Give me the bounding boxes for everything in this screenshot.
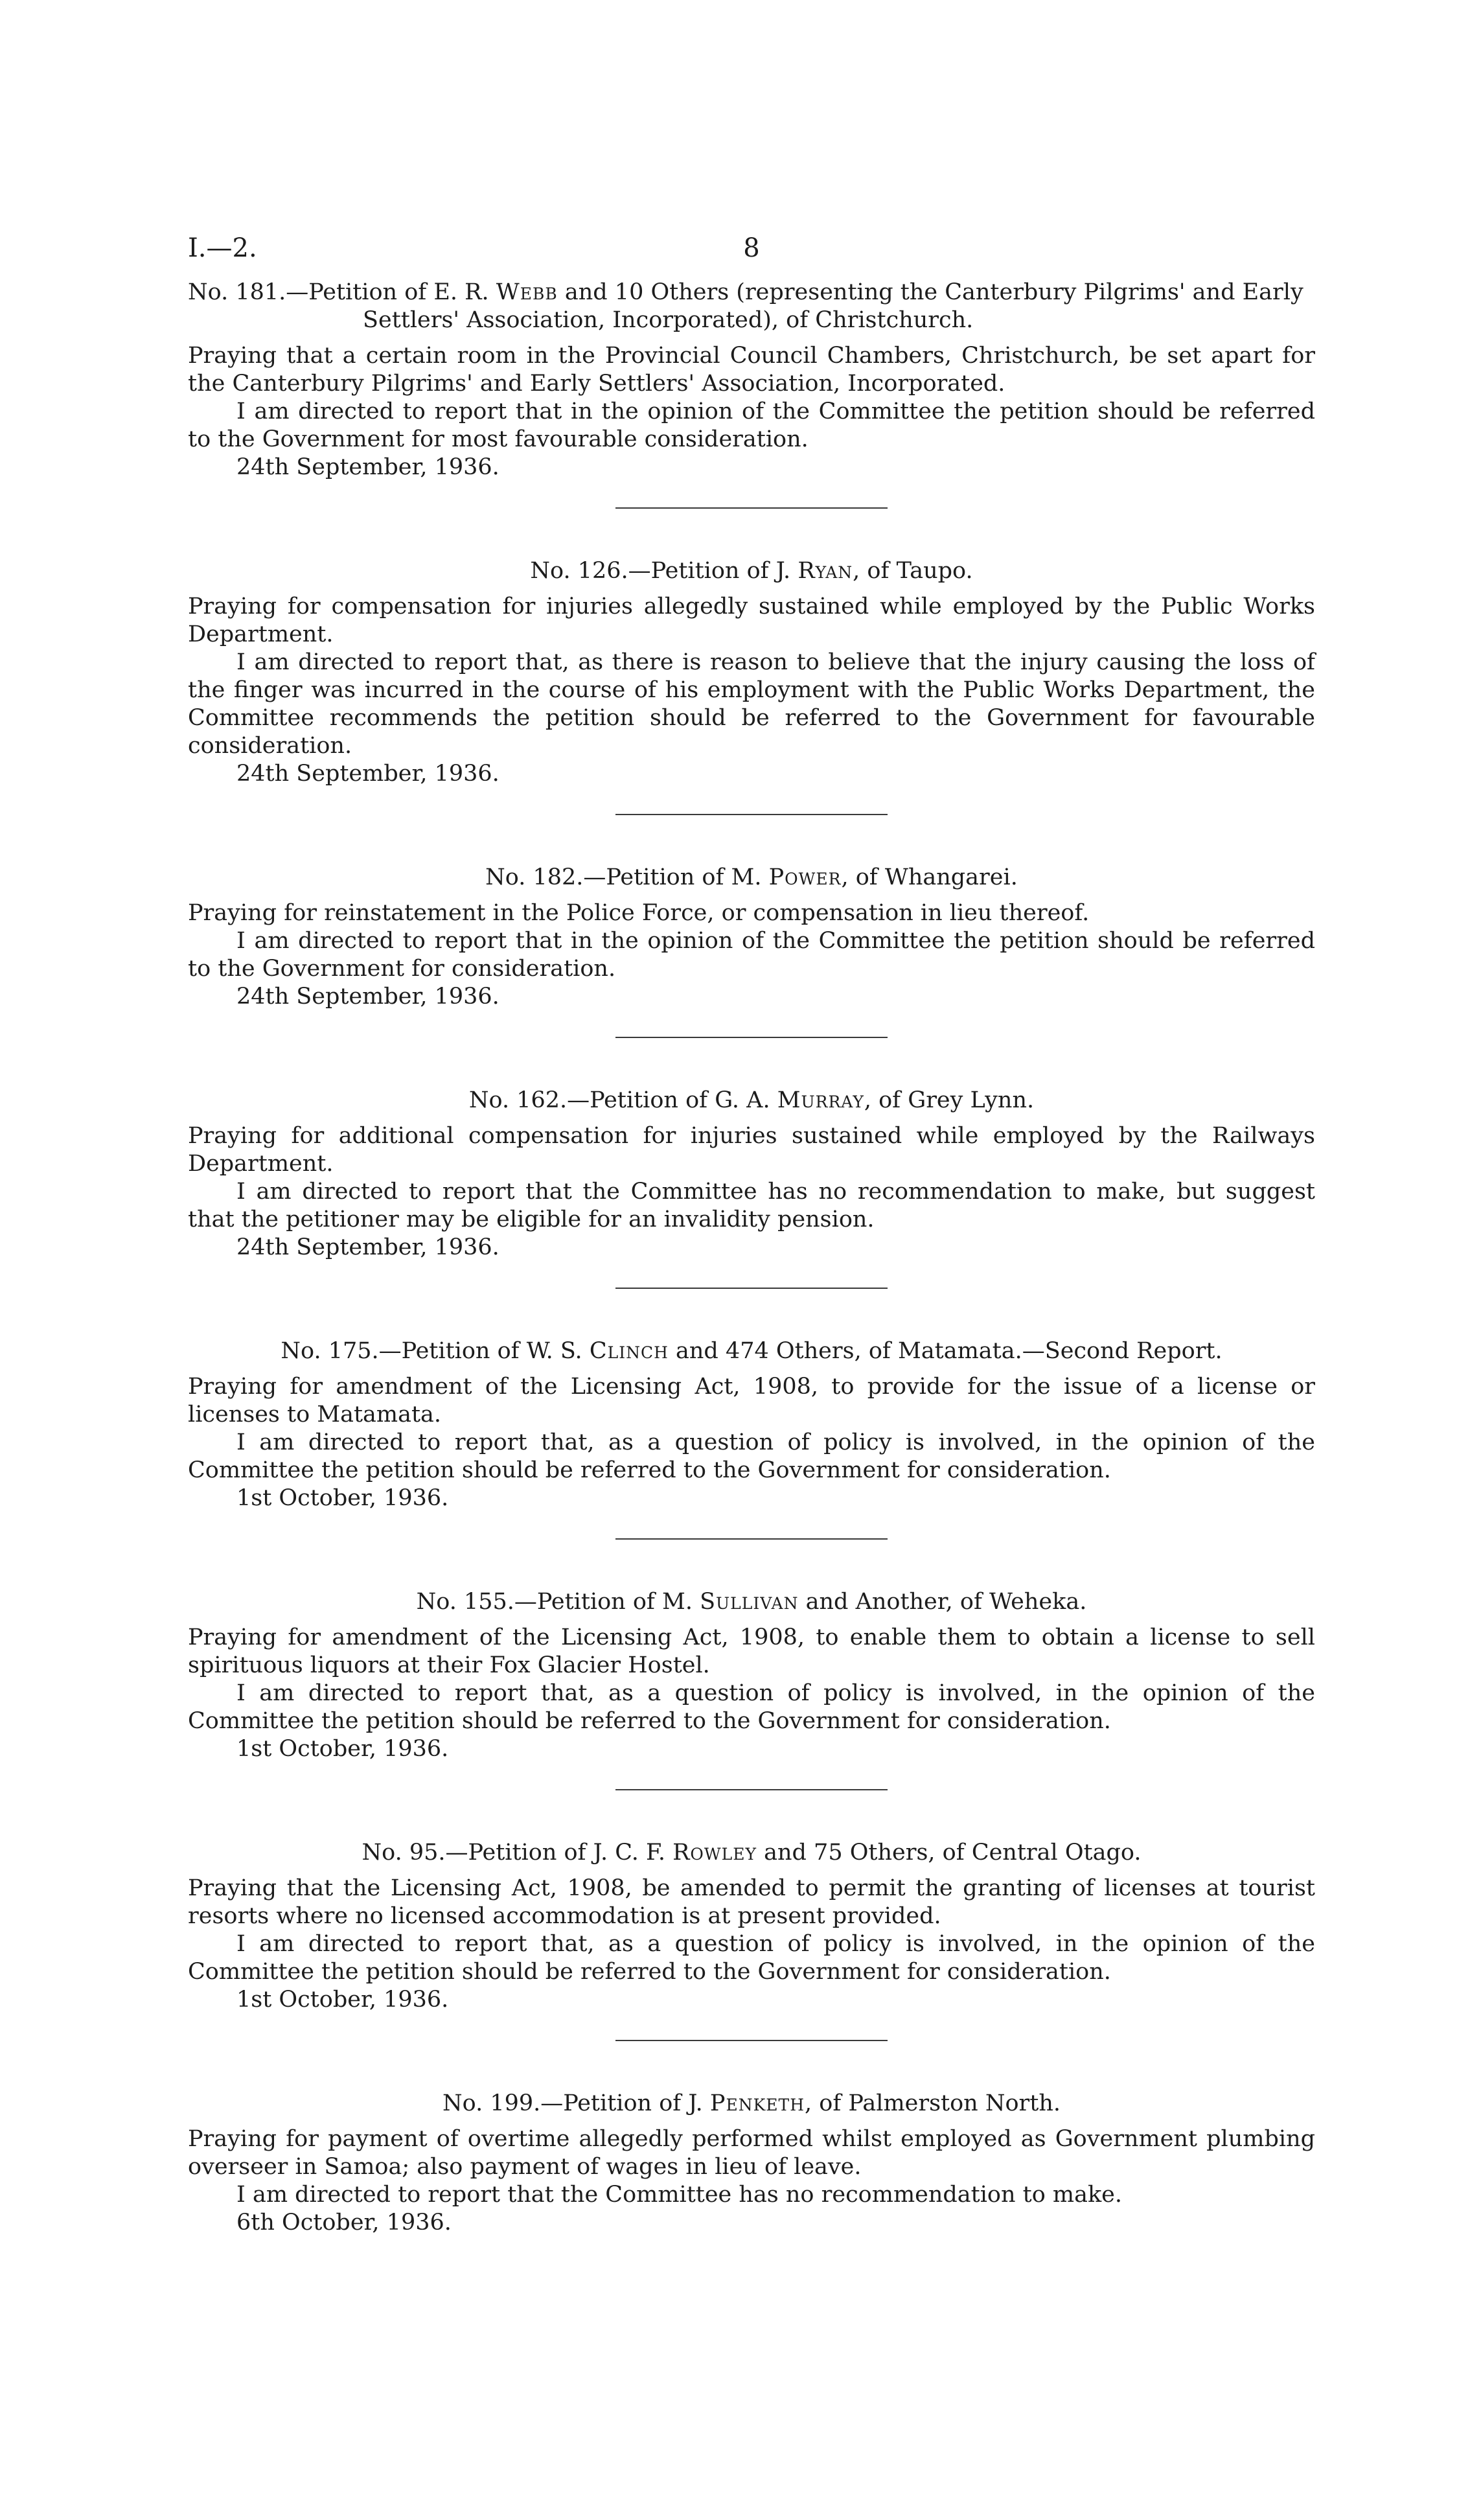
report-date: 24th September, 1936. xyxy=(236,761,499,787)
report-paragraph: I am directed to report that, as a question of policy is involved, in the opinion of the Committee the petition should be referred to the Government for consideration. xyxy=(188,1931,1315,1985)
report-date: 24th September, 1936. xyxy=(236,1234,499,1260)
page-number: 8 xyxy=(743,233,760,263)
document-reference: I.—2. xyxy=(188,233,257,263)
report-date: 1st October, 1936. xyxy=(236,1485,449,1511)
petition-title: No. 182.—Petition of M. Power, of Whangarei. xyxy=(485,864,1018,890)
section-divider xyxy=(615,507,888,509)
section-divider xyxy=(615,814,888,815)
report-date: 6th October, 1936. xyxy=(236,2210,452,2236)
petition-199 xyxy=(188,2090,1315,2237)
prayer-paragraph: Praying for additional compensation for injuries sustained while employed by the Railways Department. xyxy=(188,1123,1315,1177)
petition-title: No. 175.—Petition of W. S. Clinch and 474 Others, of Matamata.—Second Report. xyxy=(281,1338,1223,1364)
document-page xyxy=(188,233,1315,2237)
report-date: 1st October, 1936. xyxy=(236,1987,449,2013)
petition-126 xyxy=(188,557,1315,815)
petitioner-name: Rowley xyxy=(672,1840,757,1866)
petition-182 xyxy=(188,864,1315,1038)
petition-175 xyxy=(188,1337,1315,1540)
report-paragraph: I am directed to report that in the opinion of the Committee the petition should be referred to the Government for consideration. xyxy=(188,928,1315,982)
petition-162 xyxy=(188,1087,1315,1289)
petition-155 xyxy=(188,1588,1315,1790)
section-divider xyxy=(615,1789,888,1790)
prayer-paragraph: Praying for payment of overtime allegedly performed whilst employed as Government plumbing overseer in Samoa; also payment of wages in lieu of leave. xyxy=(188,2126,1315,2180)
prayer-paragraph: Praying that a certain room in the Provincial Council Chambers, Christchurch, be set apart for the Canterbury Pilgrims' and Early Settlers' Association, Incorporated. xyxy=(188,343,1315,397)
petitioner-name: Webb xyxy=(496,279,558,305)
petition-title: No. 126.—Petition of J. Ryan, of Taupo. xyxy=(530,558,973,584)
petitioner-name: Power xyxy=(768,864,842,890)
page-header xyxy=(188,233,1315,279)
report-paragraph: I am directed to report that the Committee has no recommendation to make, but suggest that the petitioner may be eligible for an invalidity pension. xyxy=(188,1179,1315,1232)
prayer-paragraph: Praying for compensation for injuries allegedly sustained while employed by the Public Works Department. xyxy=(188,594,1315,647)
section-divider xyxy=(615,1538,888,1540)
report-paragraph: I am directed to report that, as there is reason to believe that the injury causing the loss of the finger was incurred in the course of his employment with the Public Works Department, the Committee recommends the petition should be referred to the Government for favourable consideration. xyxy=(188,649,1315,759)
prayer-paragraph: Praying that the Licensing Act, 1908, be amended to permit the granting of licenses at tourist resorts where no licensed accommodation is at present provided. xyxy=(188,1875,1315,1929)
prayer-paragraph: Praying for amendment of the Licensing Act, 1908, to provide for the issue of a license or licenses to Matamata. xyxy=(188,1374,1315,1428)
section-divider xyxy=(615,1037,888,1038)
prayer-paragraph: Praying for reinstatement in the Police Force, or compensation in lieu thereof. xyxy=(188,900,1090,926)
section-divider xyxy=(615,1288,888,1289)
petitioner-name: Murray xyxy=(777,1087,864,1113)
petitioner-name: Penketh xyxy=(709,2090,805,2116)
petition-title: No. 155.—Petition of M. Sullivan and Another, of Weheka. xyxy=(416,1589,1087,1615)
report-paragraph: I am directed to report that, as a question of policy is involved, in the opinion of the Committee the petition should be referred to the Government for consideration. xyxy=(188,1680,1315,1734)
petitioner-name: Sullivan xyxy=(700,1589,799,1615)
report-date: 24th September, 1936. xyxy=(236,984,499,1010)
petitioner-name: Ryan xyxy=(798,558,853,584)
petition-title: No. 199.—Petition of J. Penketh, of Palmerston North. xyxy=(442,2090,1061,2116)
prayer-paragraph: Praying for amendment of the Licensing Act, 1908, to enable them to obtain a license to sell spirituous liquors at their Fox Glacier Hostel. xyxy=(188,1624,1315,1678)
report-paragraph: I am directed to report that the Committee has no recommendation to make. xyxy=(236,2182,1123,2208)
petition-title: No. 162.—Petition of G. A. Murray, of Grey Lynn. xyxy=(468,1087,1035,1113)
report-paragraph: I am directed to report that in the opinion of the Committee the petition should be referred to the Government for most favourable consideration. xyxy=(188,399,1315,452)
report-paragraph: I am directed to report that, as a question of policy is involved, in the opinion of the Committee the petition should be referred to the Government for consideration. xyxy=(188,1429,1315,1483)
petition-title: No. 95.—Petition of J. C. F. Rowley and 75 Others, of Central Otago. xyxy=(362,1840,1142,1866)
petitioner-name: Clinch xyxy=(589,1338,669,1364)
petition-95 xyxy=(188,1839,1315,2041)
petition-181 xyxy=(188,279,1315,509)
report-date: 24th September, 1936. xyxy=(236,454,499,480)
section-divider xyxy=(615,2040,888,2041)
petition-title: No. 181.—Petition of E. R. Webb and 10 Others (representing the Canterbury Pilgrims' and Early Settlers' Association, Incorporated), of Christchurch. xyxy=(188,279,1303,333)
report-date: 1st October, 1936. xyxy=(236,1736,449,1762)
